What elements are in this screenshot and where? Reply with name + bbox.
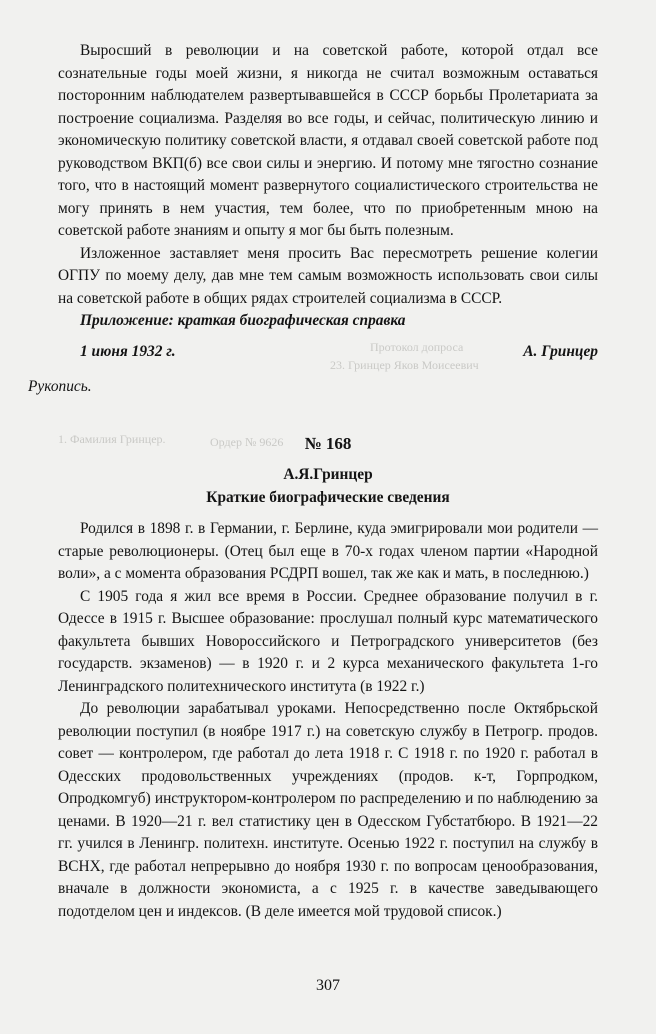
attachment-note: Приложение: краткая биографическая справка (80, 312, 406, 329)
page-number: 307 (316, 977, 340, 994)
bleed-through-text: 23. Гринцер Яков Моисеевич (330, 358, 479, 372)
bio-paragraph: До революции зарабатывал уроками. Непосредственно после Октябрьской революции поступил (в ноябре 1917 г.) на советскую службу в Петрогр. продов. совет — контролером, где работал до лета 1918 г. С 1918 г. по 1920 г. работал в Одесских продовольственных учреждениях (продов. к-т, Горпродком, Опродкомгуб) инструктором-контролером по распределению и по наблюдению за ценами. В 1920—21 г. вел статистику цен в Одесском Губстатбюро. В 1921—22 гг. учился в Ленингр. политехн. институте. Осенью 1922 г. поступил на службу в ВСНХ, где работал непрерывно до ноября 1930 г. по вопросам ценообразования, вначале в должности экономиста, а с 1925 г. в качестве заведывающего подотделом цен и индексов. (В деле имеется мой трудовой список.) (58, 700, 598, 920)
letter-paragraph: Изложенное заставляет меня просить Вас пересмотреть решение колегии ОГПУ по моему делу, дав мне тем самым возможность использовать свои силы на советской работе в общих рядах строителей социализма в СССР. (58, 244, 598, 307)
bio-paragraph: Родился в 1898 г. в Германии, г. Берлине, куда эмигрировали мои родители — старые революционеры. (Отец был еще в 70-х годах членом партии «Народной воли», а с момента образования РСДРП вошел, так же как и мать, в последнюю.) (58, 520, 598, 582)
document-author: А.Я.Гринцер (283, 466, 373, 483)
letter-paragraph: Выросший в революции и на советской работе, которой отдал все сознательные годы моей жизни, я никогда не считал возможным оставаться посторонним наблюдателем развертывавшейся в СССР борьбы Пролетариата за построение социализма. Разделяя во все годы, и сейчас, политическую линию и экономическую политику советской власти, я отдавал своей советской работе под руководством ВКП(б) все свои силы и энергию. И потому мне тягостно сознание того, что в настоящий момент развернутого социалистического строительства не могу принять в нем участия, тем более, что по приобретенным мною на советской работе знаниям и опыту я мог бы быть полезным. (58, 42, 598, 239)
document-number: № 168 (304, 434, 352, 453)
letter-date: 1 июня 1932 г. (80, 342, 176, 360)
signature: А. Гринцер (523, 342, 598, 360)
bleed-through-text: Ордер № 9626 (210, 435, 284, 449)
date-signature-line (58, 341, 598, 364)
source-note-block (28, 376, 598, 399)
bleed-through-text: Протокол допроса (370, 340, 464, 354)
letter-body (58, 40, 598, 363)
bio-paragraph: С 1905 года я жил все время в России. Среднее образование получил в г. Одессе в 1915 г. Высшее образование: прослушал полный курс математического факультета бывших Новороссийского и Петроградского университетов (без государств. экзаменов) — в 1920 г. и 2 курса механического факультета 1-го Ленинградского политехнического института (в 1922 г.) (58, 587, 598, 695)
document-header (58, 432, 598, 509)
document-title: Краткие биографические сведения (206, 488, 450, 506)
source-note: Рукопись. (28, 378, 92, 395)
bleed-through-text: 1. Фамилия Гринцер. (58, 432, 166, 446)
bio-body (58, 518, 598, 923)
